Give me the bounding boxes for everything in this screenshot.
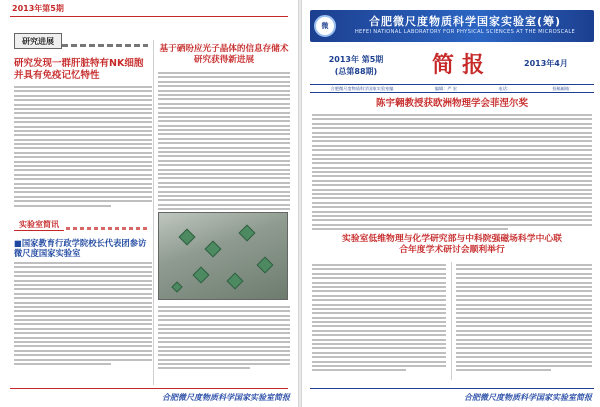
left-page (0, 0, 298, 407)
briefing-title: 简报 (431, 53, 492, 78)
news-delegation-body (14, 262, 152, 367)
headline-joint-symposium: 实验室低维物理与化学研究部与中科院强磁场科学中心联合年度学术研讨会顺利举行 (342, 234, 562, 255)
symposium-body-col1 (312, 264, 446, 374)
lab-logo-icon: 微 (314, 15, 336, 37)
photonic-crystal-caption-body (158, 306, 290, 372)
banner-decoration (62, 44, 148, 47)
photonic-crystal-image (158, 212, 288, 300)
info-email: 投稿邮箱： (552, 85, 574, 91)
right-issue-total: (总第88期) (334, 67, 378, 76)
lab-news-decoration (66, 227, 148, 230)
masthead-title: 合肥微尺度物质科学国家实验室(筹) (368, 15, 562, 28)
news-delegation-title: ■国家教育行政学院校长代表团参访微尺度国家实验室 (14, 238, 147, 259)
left-footer-rule (10, 388, 288, 389)
masthead (310, 10, 594, 42)
symposium-body-col2 (456, 264, 592, 374)
right-column-divider (451, 262, 452, 380)
left-issue-number: 2013年第5期 (12, 4, 64, 13)
masthead-subtitle: HEFEI NATIONAL LABORATORY FOR PHYSICAL SCIENCES AT THE MICROSCALE (354, 29, 576, 35)
right-page (302, 0, 600, 407)
right-issue-block (316, 54, 396, 78)
fresnel-prize-body (312, 114, 592, 233)
article-photonic-crystal-title: 基于硒吩应光子晶体的信息存储术研究获得新进展 (159, 44, 289, 65)
headline-fresnel-prize: 陈宇翱教授获欧洲物理学会菲涅尔奖 (375, 98, 528, 109)
left-column-divider (153, 40, 154, 385)
info-editor: 编辑：严 宏 (434, 85, 458, 91)
article-nk-cells-title: 研究发现一群肝脏特有NK细胞并具有免疫记忆特性 (14, 58, 144, 81)
info-bar (310, 84, 594, 93)
info-editor-org: 合肥微尺度物质科学国家实验室编 (330, 85, 394, 91)
left-header-rule (10, 16, 288, 17)
article-nk-cells-body (14, 86, 152, 209)
section-lab-news: 实验室简讯 (14, 218, 64, 231)
left-footer: 合肥微尺度物质科学国家实验室简报 (162, 393, 290, 402)
right-footer: 合肥微尺度物质科学国家实验室简报 (464, 393, 592, 402)
section-research-progress: 研究进展 (14, 33, 62, 49)
issue-date: 2013年4月 (524, 59, 568, 68)
article-photonic-crystal-body (158, 72, 290, 217)
right-footer-rule (310, 388, 594, 389)
right-issue-number: 2013年 第5期 (328, 55, 384, 64)
info-phone: 电话： (498, 85, 511, 91)
